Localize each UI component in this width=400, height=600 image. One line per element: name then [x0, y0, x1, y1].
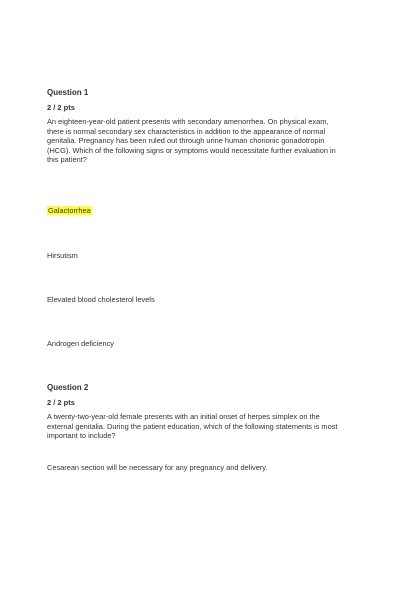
answer-label: Cesarean section will be necessary for any pregnancy and delivery. — [47, 463, 268, 472]
question-1-title: Question 1 — [47, 88, 89, 97]
question-1-answer-2[interactable] — [47, 251, 78, 260]
question-1-points: 2 / 2 pts — [47, 103, 75, 112]
question-2-points: 2 / 2 pts — [47, 398, 75, 407]
question-1-answer-1[interactable] — [47, 206, 92, 215]
question-2-text: A twenty-two-year-old female presents with an initial onset of herpes simplex on the external genitalia. During the patient education, which of the following statements is most important to include? — [47, 412, 338, 440]
question-1-answer-3[interactable] — [47, 295, 155, 304]
question-2-answer-1[interactable] — [47, 463, 267, 472]
answer-label: Androgen deficiency — [47, 339, 114, 348]
question-1-text: An eighteen-year-old patient presents with secondary amenorrhea. On physical exam, there is normal secondary sex characteristics in addition to the appearance of normal genitalia. Pregnancy has been ruled out through urine human chorionic gonadotropin (HCG). Which of the following signs or symptoms would necessitate further evaluation in this patient? — [47, 117, 336, 164]
answer-label: Elevated blood cholesterol levels — [47, 295, 155, 304]
answer-label: Galactorrhea — [48, 206, 91, 215]
answer-label: Hirsutism — [47, 251, 78, 260]
question-1-answer-4[interactable] — [47, 339, 114, 348]
question-2-title: Question 2 — [47, 383, 89, 392]
